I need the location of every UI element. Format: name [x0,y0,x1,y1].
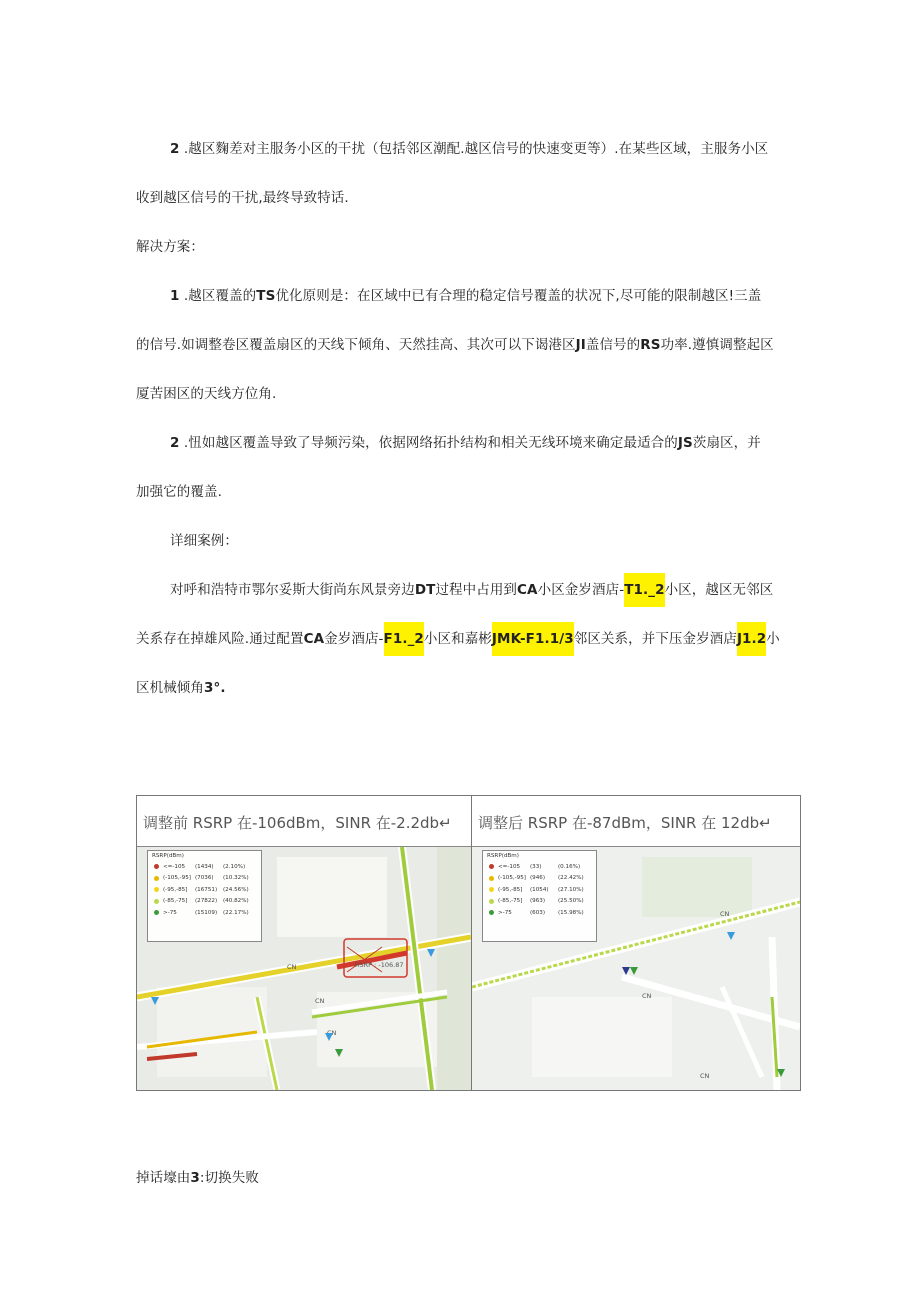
legend-pct: (24.56%) [223,886,249,893]
legend-dot-icon [489,910,494,915]
legend-count: (946) [530,875,546,882]
solution-1-line-1 [170,284,761,304]
legend-count: (7036) [195,875,214,882]
legend-dot-icon [154,887,159,892]
before-map-label-1: CN [287,963,297,971]
solution-2-line-1 [170,431,761,451]
legend-range: (-95,-85] [498,886,523,893]
solution-2-number: 2 [170,435,180,451]
solution-1-l2-e: 功率.遵慎调整起区 [660,337,774,353]
before-map [137,847,471,1090]
legend-row [483,873,596,885]
case-l2-i: 小 [766,631,780,647]
legend-dot-icon [489,864,494,869]
para-1-text-b: .在某些区域，主服务小区 [614,141,769,157]
solution-2-text-a: .忸如越区覆盖导致了导频污染，依据网络拓扑结构和相关无线环境来确定最适合的 [179,435,678,451]
case-line-2 [136,627,780,647]
case-l3-a: 区机械倾角 [136,680,204,696]
legend-count: (33) [530,863,542,870]
legend-count: (963) [530,898,546,905]
legend-count: (16751) [195,886,218,893]
legend-dot-icon [489,887,494,892]
para-1-number: 2 [170,141,180,157]
case-l1-d: CA [517,582,538,598]
legend-count: (603) [530,909,546,916]
case-l1-g: 小区，越区无邻区 [664,582,774,598]
legend-dot-icon [489,899,494,904]
legend-dot-icon [489,876,494,881]
after-map-label-3: CN [700,1072,710,1080]
case-l2-highlight-1: F1._2 [384,622,424,656]
legend-range: <=-105 [498,863,521,870]
para-1-text-a: .越区麴差对主服务小区的干扰（包括邻区潮配.越区信号的快速变更等） [179,141,615,157]
para-1-line-2: 收到越区信号的干扰,最终导致特话. [136,190,349,206]
legend-range: (-105,-95] [498,875,526,882]
case-l2-b: CA [303,631,325,647]
legend-range: >-75 [163,909,177,916]
solution-1-text-b: TS [256,288,276,304]
legend-pct: (10.32%) [223,875,249,882]
legend-count: (27822) [195,898,218,905]
legend-range: <=-105 [163,863,186,870]
legend-range: >-75 [498,909,512,916]
legend-range: (-85,-75] [498,898,523,905]
case-l1-a: 对呼和浩特市鄂尔妥斯大街尚东风景旁边 [170,582,415,598]
legend-row [148,873,261,885]
legend-dot-icon [154,864,159,869]
after-legend-rows [483,861,596,919]
case-line-3 [136,676,226,696]
reason-c: :切换失败 [199,1170,259,1186]
legend-count: (1054) [530,886,549,893]
reason-heading [136,1166,259,1186]
after-map-label-1: CN [720,910,730,918]
legend-range: (-95,-85] [163,886,188,893]
after-map [472,847,800,1090]
solution-1-l2-b: JI [575,337,586,353]
after-legend-title: RSRP(dBm) [487,853,519,859]
legend-pct: (0.16%) [558,863,581,870]
cell-sector-icon [630,967,638,975]
legend-pct: (25.50%) [558,898,584,905]
solution-1-line-2 [136,333,774,353]
legend-range: (-85,-75] [163,898,188,905]
solution-2-text-b: JS [677,435,693,451]
solution-heading: 解决方案： [136,239,204,255]
legend-pct: (22.17%) [223,909,249,916]
reason-b: 3 [190,1170,200,1186]
solution-2-text-c: 茨扇区，并 [692,435,761,451]
legend-dot-icon [154,899,159,904]
case-l2-a: 关系存在掉雄风险.通过配置 [136,631,304,647]
legend-count: (15109) [195,909,218,916]
legend-dot-icon [154,876,159,881]
comparison-figure [136,795,801,1091]
legend-row [148,861,261,873]
after-legend [482,850,597,942]
case-l2-e: 小区和嘉彬 [423,631,492,647]
solution-1-text-a: .越区覆盖的 [179,288,257,304]
case-l2-highlight-2: JMK-F1.1/3 [492,622,574,656]
reason-a: 掉话壕由 [136,1170,191,1186]
solution-1-l2-a: 的信号.如调整卷区覆盖扇区的天线下倾角、天然挂高、其次可以下谒港区 [136,337,576,353]
case-l1-highlight: T1._2 [624,573,664,607]
after-header: 调整后 RSRP 在-87dBm，SINR 在 12db↵ [472,796,800,847]
solution-2-line-2: 加强它的覆盖. [136,484,222,500]
before-legend [147,850,262,942]
before-map-label-2: CN [315,997,325,1005]
case-line-1 [170,578,773,598]
cell-sector-icon [622,967,630,975]
after-map-label-2: CN [642,992,652,1000]
solution-1-l2-c: 盖信号的 [585,337,641,353]
case-heading: 详细案例： [170,533,238,549]
solution-1-l2-d: RS [640,337,661,353]
legend-row [148,884,261,896]
cell-sector-icon [727,932,735,940]
case-l3-b: 3°. [204,680,226,696]
legend-dot-icon [154,910,159,915]
solution-1-text-c: 优化原则是：在区域中已有合理的稳定信号覆盖的状况下,尽可能的限制越区!三盖 [275,288,762,304]
legend-count: (1434) [195,863,214,870]
before-rsrp-tag: RSRP : -106.87 [355,961,404,969]
cell-sector-icon [325,1033,333,1041]
cell-sector-icon [427,949,435,957]
case-l1-b: DT [414,582,436,598]
before-panel [137,796,472,1090]
legend-pct: (40.82%) [223,898,249,905]
before-legend-title: RSRP(dBm) [152,853,184,859]
legend-row [483,896,596,908]
before-legend-rows [148,861,261,919]
legend-row [148,907,261,919]
after-panel [472,796,800,1090]
cell-sector-icon [151,997,159,1005]
legend-row [148,896,261,908]
before-header: 调整前 RSRP 在-106dBm，SINR 在-2.2db↵ [137,796,471,847]
solution-1-number: 1 [170,288,180,304]
case-l2-g: 邻区关系，并下压金岁酒店 [573,631,737,647]
legend-row [483,907,596,919]
cell-sector-icon [777,1069,785,1077]
legend-row [483,861,596,873]
before-map-label-3: CN [327,1029,337,1037]
case-l2-highlight-3: J1.2 [737,622,766,656]
legend-pct: (2.10%) [223,863,246,870]
case-l1-e: 小区金岁酒店- [537,582,625,598]
case-l2-c: 金岁酒店- [324,631,384,647]
legend-row [483,884,596,896]
para-1-line-1 [170,137,768,157]
legend-pct: (27.10%) [558,886,584,893]
legend-range: (-105,-95] [163,875,191,882]
cell-sector-icon [335,1049,343,1057]
legend-pct: (15.98%) [558,909,584,916]
legend-pct: (22.42%) [558,875,584,882]
solution-1-line-3: 厦苦困区的天线方位角. [136,386,277,402]
case-l1-c: 过程中占用到 [435,582,518,598]
